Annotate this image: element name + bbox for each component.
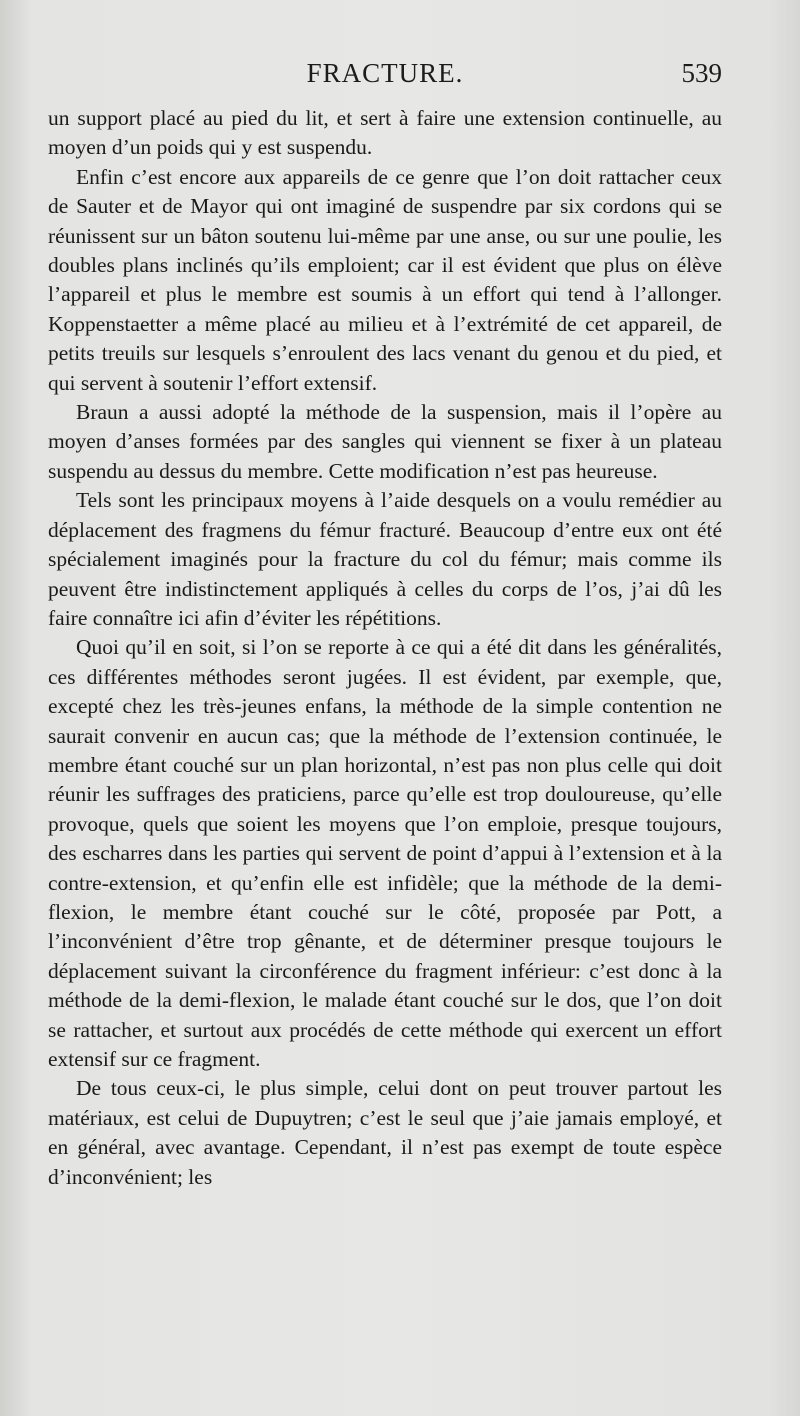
body-text (48, 104, 722, 1192)
paragraph-continuation: un support placé au pied du lit, et sert à faire une extension continuelle, au moyen d’un poids qui y est suspendu. (48, 106, 722, 160)
paragraph: Quoi qu’il en soit, si l’on se reporte à ce qui a été dit dans les généralités, ces différentes méthodes seront jugées. Il est évident, par exemple, que, excepté chez les très-jeunes enfans, la méthode de la simple contention ne saurait convenir en aucun cas; que la méthode de l’extension continuée, le membre étant couché sur un plan horizontal, n’est pas non plus celle qui doit réunir les suffrages des praticiens, parce qu’elle est trop douloureuse, qu’elle provoque, quels que soient les moyens que l’on emploie, presque toujours, des escharres dans les parties qui servent de point d’appui à l’extension et à la contre-extension, et qu’enfin elle est infidèle; que la méthode de la demi-flexion, le membre étant couché sur le côté, proposée par Pott, a l’inconvénient d’être trop gênante, et de déterminer presque toujours le déplacement suivant la circonférence du fragment inférieur: c’est donc à la méthode de la demi-flexion, le malade étant couché sur le dos, que l’on doit se rattacher, et surtout aux procédés de cette méthode qui exercent un effort extensif sur ce fragment. (48, 635, 722, 1071)
paragraph: Enfin c’est encore aux appareils de ce genre que l’on doit rattacher ceux de Sauter et de Mayor qui ont imaginé de suspendre par six cordons qui se réunissent sur un bâton soutenu lui-même par une anse, ou sur une poulie, les doubles plans inclinés qu’ils emploient; car il est évident que plus on élève l’appareil et plus le membre est soumis à un effort qui tend à l’allonger. Koppenstaetter a même placé au milieu et à l’extrémité de cet appareil, de petits treuils sur lesquels s’enroulent des lacs venant du genou et du pied, et qui servent à soutenir l’effort extensif. (48, 164, 722, 395)
page-header (48, 58, 722, 98)
paragraph: De tous ceux-ci, le plus simple, celui dont on peut trouver partout les matériaux, est celui de Dupuytren; c’est le seul que j’aie jamais employé, et en général, avec avantage. Cependant, il n’est pas exempt de toute espèce d’inconvénient; les (48, 1076, 722, 1189)
paragraph: Braun a aussi adopté la méthode de la suspension, mais il l’opère au moyen d’anses formées par des sangles qui viennent se fixer à un plateau suspendu au dessus du membre. Cette modification n’est pas heureuse. (48, 400, 722, 483)
running-title: FRACTURE. (306, 58, 464, 88)
page-number: 539 (681, 58, 722, 88)
paragraph: Tels sont les principaux moyens à l’aide desquels on a voulu remédier au déplacement des fragmens du fémur fracturé. Beaucoup d’entre eux ont été spécialement imaginés pour la fracture du col du fémur; mais comme ils peuvent être indistinctement appliqués à celles du corps de l’os, j’ai dû les faire connaître ici afin d’éviter les répétitions. (48, 488, 722, 630)
